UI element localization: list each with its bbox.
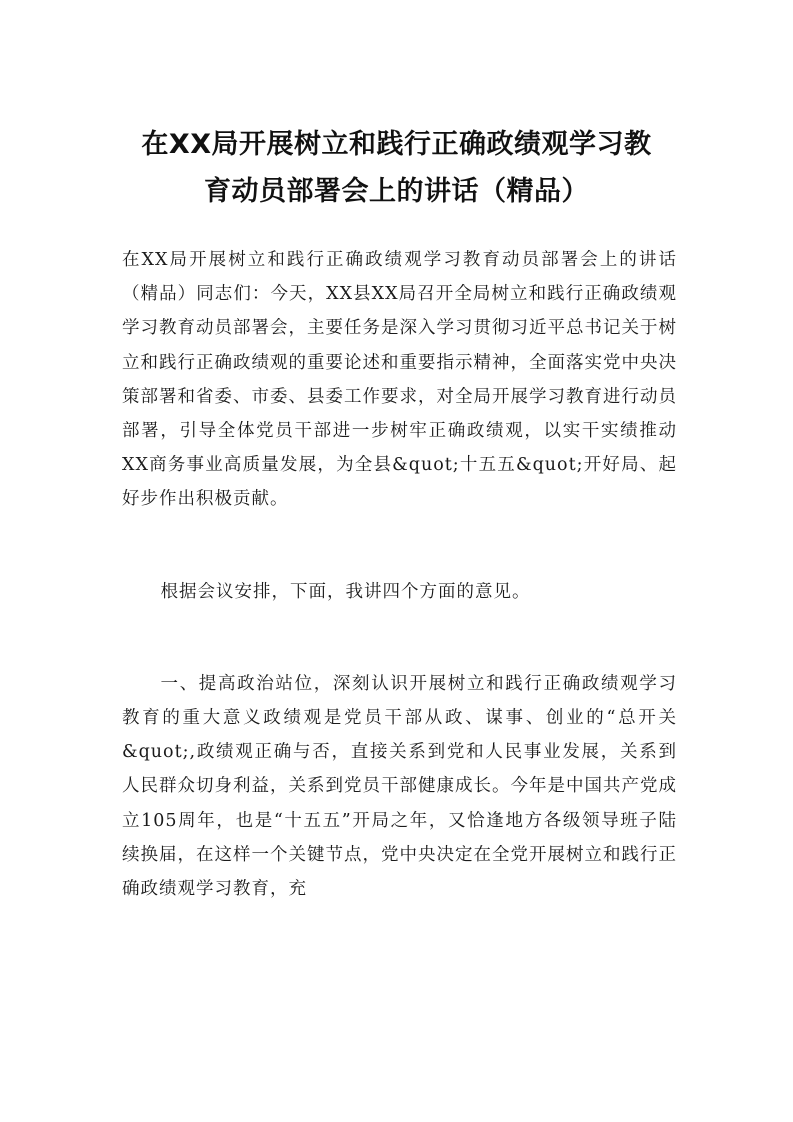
paragraph-section-one: 一、提高政治站位，深刻认识开展树立和践行正确政绩观学习教育的重大意义政绩观是党员干部从政、谋事、创业的“总开关&quot;,政绩观正确与否，直接关系到党和人民事业发展，关系到人民群众切身利益，关系到党员干部健康成长。今年是中国共产党成立105周年，也是“十五五”开局之年，又恰逢地方各级领导班子陆续换届，在这样一个关键节点，党中央决定在全党开展树立和践行正确政绩观学习教育，充 <box>122 673 677 900</box>
paragraph-opening: 在XX局开展树立和践行正确政绩观学习教育动员部署会上的讲话（精品）同志们：今天，XX县XX局召开全局树立和践行正确政绩观学习教育动员部署会，主要任务是深入学习贯彻习近平总书记关于树立和践行正确政绩观的重要论述和重要指示精神，全面落实党中央决策部署和省委、市委、县委工作要求，对全局开展学习教育进行动员部署，引导全体党员干部进一步树牢正确政绩观，以实干实绩推动XX商务事业高质量发展，为全县&quot;十五五&quot;开好局、起好步作出积极贡献。 <box>122 250 677 510</box>
paragraph-agenda: 根据会议安排，下面，我讲四个方面的意见。 <box>160 581 531 602</box>
title-line-2: 育动员部署会上的讲话（精品） <box>204 176 589 207</box>
paragraph-gap <box>122 517 677 575</box>
paragraph-gap <box>122 609 677 667</box>
document-title <box>110 121 683 215</box>
title-line-1: 在XX局开展树立和践行正确政绩观学习教 <box>141 129 652 160</box>
document-body <box>122 243 677 906</box>
